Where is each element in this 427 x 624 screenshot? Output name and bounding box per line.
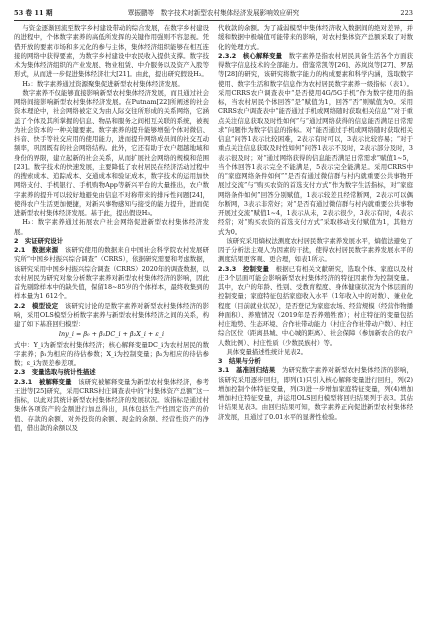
- paragraph-text: 为研究数字素养对新型农村集体经济的影响，该研究采用逐步回归，即列(1)只引入核心解释变量进行回归，列(2)增加控制个体特征变量，列(3)进一步增加家庭特征变量，列(4)增加增加村庄特征变量，并运用OLS回归模型将回归结果列于表3。其估计结果见表3。由回归结果可知，数字素养正向促进新型农村集体经济发展，且通过了0.01水平的显著性检验。: [218, 366, 414, 421]
- paragraph: [218, 52, 413, 237]
- section-heading: 2 实证研究设计: [14, 236, 64, 245]
- running-header: [14, 6, 413, 21]
- section-heading: 3 结果与分析: [218, 357, 261, 365]
- regression-formula: lny_i = β₀ + β₁DC_i + β₂X_i + ε_i: [58, 330, 165, 339]
- subsubsection-heading: 2.3.3 控制变量: [218, 264, 270, 273]
- paragraph: 具体变量描述性统计见表2。: [226, 347, 308, 356]
- paragraph: 该研究采用熵权法测度农村居民数字素养发展水平，熵值法避免了因子分析法主观人为因素的干扰，使得农村居民数字素养发展水平的测度结果更客观、更合理，如表1所示。: [218, 236, 413, 264]
- paragraph: [14, 302, 209, 330]
- paragraph-text: 该研究使用的数据来自中国社会科学院农村发展研究所“中国乡村振兴综合调查”（CRRS），依据研究需要和考虑数据，该研究采用中国乡村振兴综合调查（CRRS）2020年的调查数据，以农村居民为研究对象分析数字素养对新型农村集体经济的影响，因此首先剔除样本中的缺失值，保留18~85岁的个体样本，最终收集到的样本量为1 612个。: [14, 246, 210, 301]
- subsection-heading: 2.2 模型设定: [14, 301, 59, 310]
- paragraph-text: 该研究讨论的是数字素养对新型农村集体经济的影响，采用OLS模型分析数字素养与新型农村集体经济之间的关系，构建了如下基准回归模型：: [14, 301, 210, 328]
- paragraph: [218, 366, 413, 422]
- paragraph: 数字素养不仅能够直接影响新型农村集体经济发展，而且通过社会网络间接影响新型农村集体经济发展。在Putnam[22]所阐述的社会资本理论中，社会网络被定义为由人际交往所形成的关系网络，它涵盖了个体及其所掌握的信息、物品和服务之间相互关联的系统，被视为社会资本的一种关键要素。数字素养的提升能够增强个体对微信、抖音、快手等社交应用的使用能力，进而提升网络成员间的社交互动频率，巩固既有的社会网络结构。此外，它还有助于农户超越地域和身份的界限，建立起新的社会关系，从而扩展社会网络的规模和范围[23]。数字技术的快速发展，主要降低了农村居民在经济活动过程中的搜索成本、追踪成本、交通成本和验证成本，数字技术的运用加快网络支付、手机银行、手机购物App等新兴平台的大量推出，农户数字素养的提升可以较好地避免由信息不对称带来的排斥性问题[24]，使得农户生活更加便捷，对新兴事物感知与接受的能力提升，进而促进新型农村集体经济发展。基于此，提出假设H₃。: [14, 88, 209, 217]
- paragraph: 代收款的余额。为了减弱模型中集体经济收入数据间的绝对差异，并缓和数据中极端值可能带来的影响，对农村集体资产总额采取了对数化的处理方式。: [218, 24, 413, 51]
- volume-issue: 53 卷 11 期: [14, 9, 53, 17]
- hypothesis-h3: H₃：数字素养通过拓展农户社会网络促进新型农村集体经济发展。: [14, 218, 209, 236]
- subsection-heading: 2.1 数据来源: [14, 246, 59, 254]
- subsubsection-heading: 2.3.1 被解释变量: [14, 377, 72, 386]
- paragraph: [14, 246, 209, 302]
- page-number: 223: [400, 9, 413, 17]
- paragraph-text: 数字素养是指农村居民具备生活各个方面获得数字信息技术的全部能力。借鉴常凯等[26]、苏岚岚等[27]、罗磊等[28]的研究，该研究将数字能力的构成要素和科学内涵，选取数字使用、数字生活和数字信息作为农村居民数字素养一级指标（表1）。采用CRRS农户调查表中“是否使用4G/5G手机”作为数字使用的指标，当农村居民个体回答“是”赋值为1，回答“否”则赋值为0。采用CRRS农户调查表中“能否通过手机或网络随时获取相关信息”“对于重点关注信息获取及时性如何”与“通过网络获得的信息能否满足日常需求”问题作为数字信息的指标。对“能否通过手机或网络随时获取相关信息”问答1表示比较困难，2表示有时可以，3表示比较容易；“对于重点关注信息获取及时性如何”问答1表示不及时，2表示部分及时，3表示很及时；对“通过网络获得的信息能否满足日常需求”赋值1~5，当个体回答1表示完全不能满足，5表示完全能满足。采用CRRS中的“家庭网络条件如何”“是否有通过微信群与村内就重要公共事物开展过交流”与“购买农资的首选支付方式”作为数字生活指标，对“家庭网络条件如何”回答分别赋值，1表示较差且经常断网，2表示可以偶尔断网，3表示非常好；对“是否有通过微信群与村内就重要公共事物开展过交流”赋值1~4，1表示从未，2表示很少，3表示有时，4表示经常；对“购买农资的首选支付方式”采取移动支付赋值为1，其他方式为0。: [218, 51, 414, 236]
- left-column: [14, 24, 209, 433]
- running-title: 覃振鹏等 数字技术对新型农村集体经济发展影响效应研究: [127, 9, 300, 17]
- hypothesis-h2: H₂：数字素养通过资源聚集促进新型农村集体经济发展。: [22, 79, 184, 88]
- paragraph-text: 根据已有相关文献研究，选取个体、家庭以及村庄3个层面可能会影响新型农村集体经济的特征因素作为控制变量。其中，农户的年龄、性别、受教育程度、身体健康状况为个体层面的控制变量；家庭特征包括家庭收入水平（1年收入中的对数）、兼业化程度（目前就业状况），是否登记为家庭农场、经营规模（经营作物播种面积）、养殖情况（2019年是否养殖牲畜）；村庄特征的变量包括村庄地势、生态环境、合作社带动能力（村庄合作社带动户数）、村庄综合区位（距离县城、中心城的距离）、社会保障（参加新农合的农户人数比例）、村庄性质（少数民族村）等。: [218, 264, 414, 347]
- subsubsection-heading: 2.3.2 核心解释变量: [218, 51, 283, 60]
- subsection-heading: 2.3 变量选取与统计性描述: [14, 368, 96, 377]
- paragraph: [14, 378, 209, 434]
- subsection-heading: 3.1 基准回归结果: [218, 366, 276, 375]
- right-column: [218, 24, 413, 422]
- paragraph: 与资金逐渐回流至数字乡村建设带动的综合发展，在数字乡村建设的进程中，个体数字素养的高低所发挥的关键作用强则不容忽视。凭借开放的要素市场和多元化的参与主体，集体经济组织能够在相互连接的网络中获得要素，为数字乡村建设中农民收入提供支撑。数字技术为集体经济组织的产业发展、物业租赁、中介服务以及资产入股等形式，从而进一步促进集体经济壮大[21]。由此，提出研究假设H₂。: [14, 24, 209, 79]
- paragraph: 式中：Y_i为新型农村集体经济；核心解释变量DC_i为农村居民的数字素养；β₁为相应的待估参数；X_i为控制变量；β₂为相应的待估参数；ε_i为误差参差项。: [14, 340, 209, 367]
- paragraph-text: 该研究被解释变量为新型农村集体经济，参考王进等[25]研究，采用CRRS村庄调查表中的“村集体资产总额”这一指标，以此对其统计新型农村集体经济的发展状况。该指标是通过村集体各项资产的金额进行加总得出，具体包括生产性固定资产的价值、存款的余额、对外投资的余额、现金的余额、经营性资产的净值，借出款的余额以及: [14, 377, 210, 432]
- paragraph: [218, 265, 413, 348]
